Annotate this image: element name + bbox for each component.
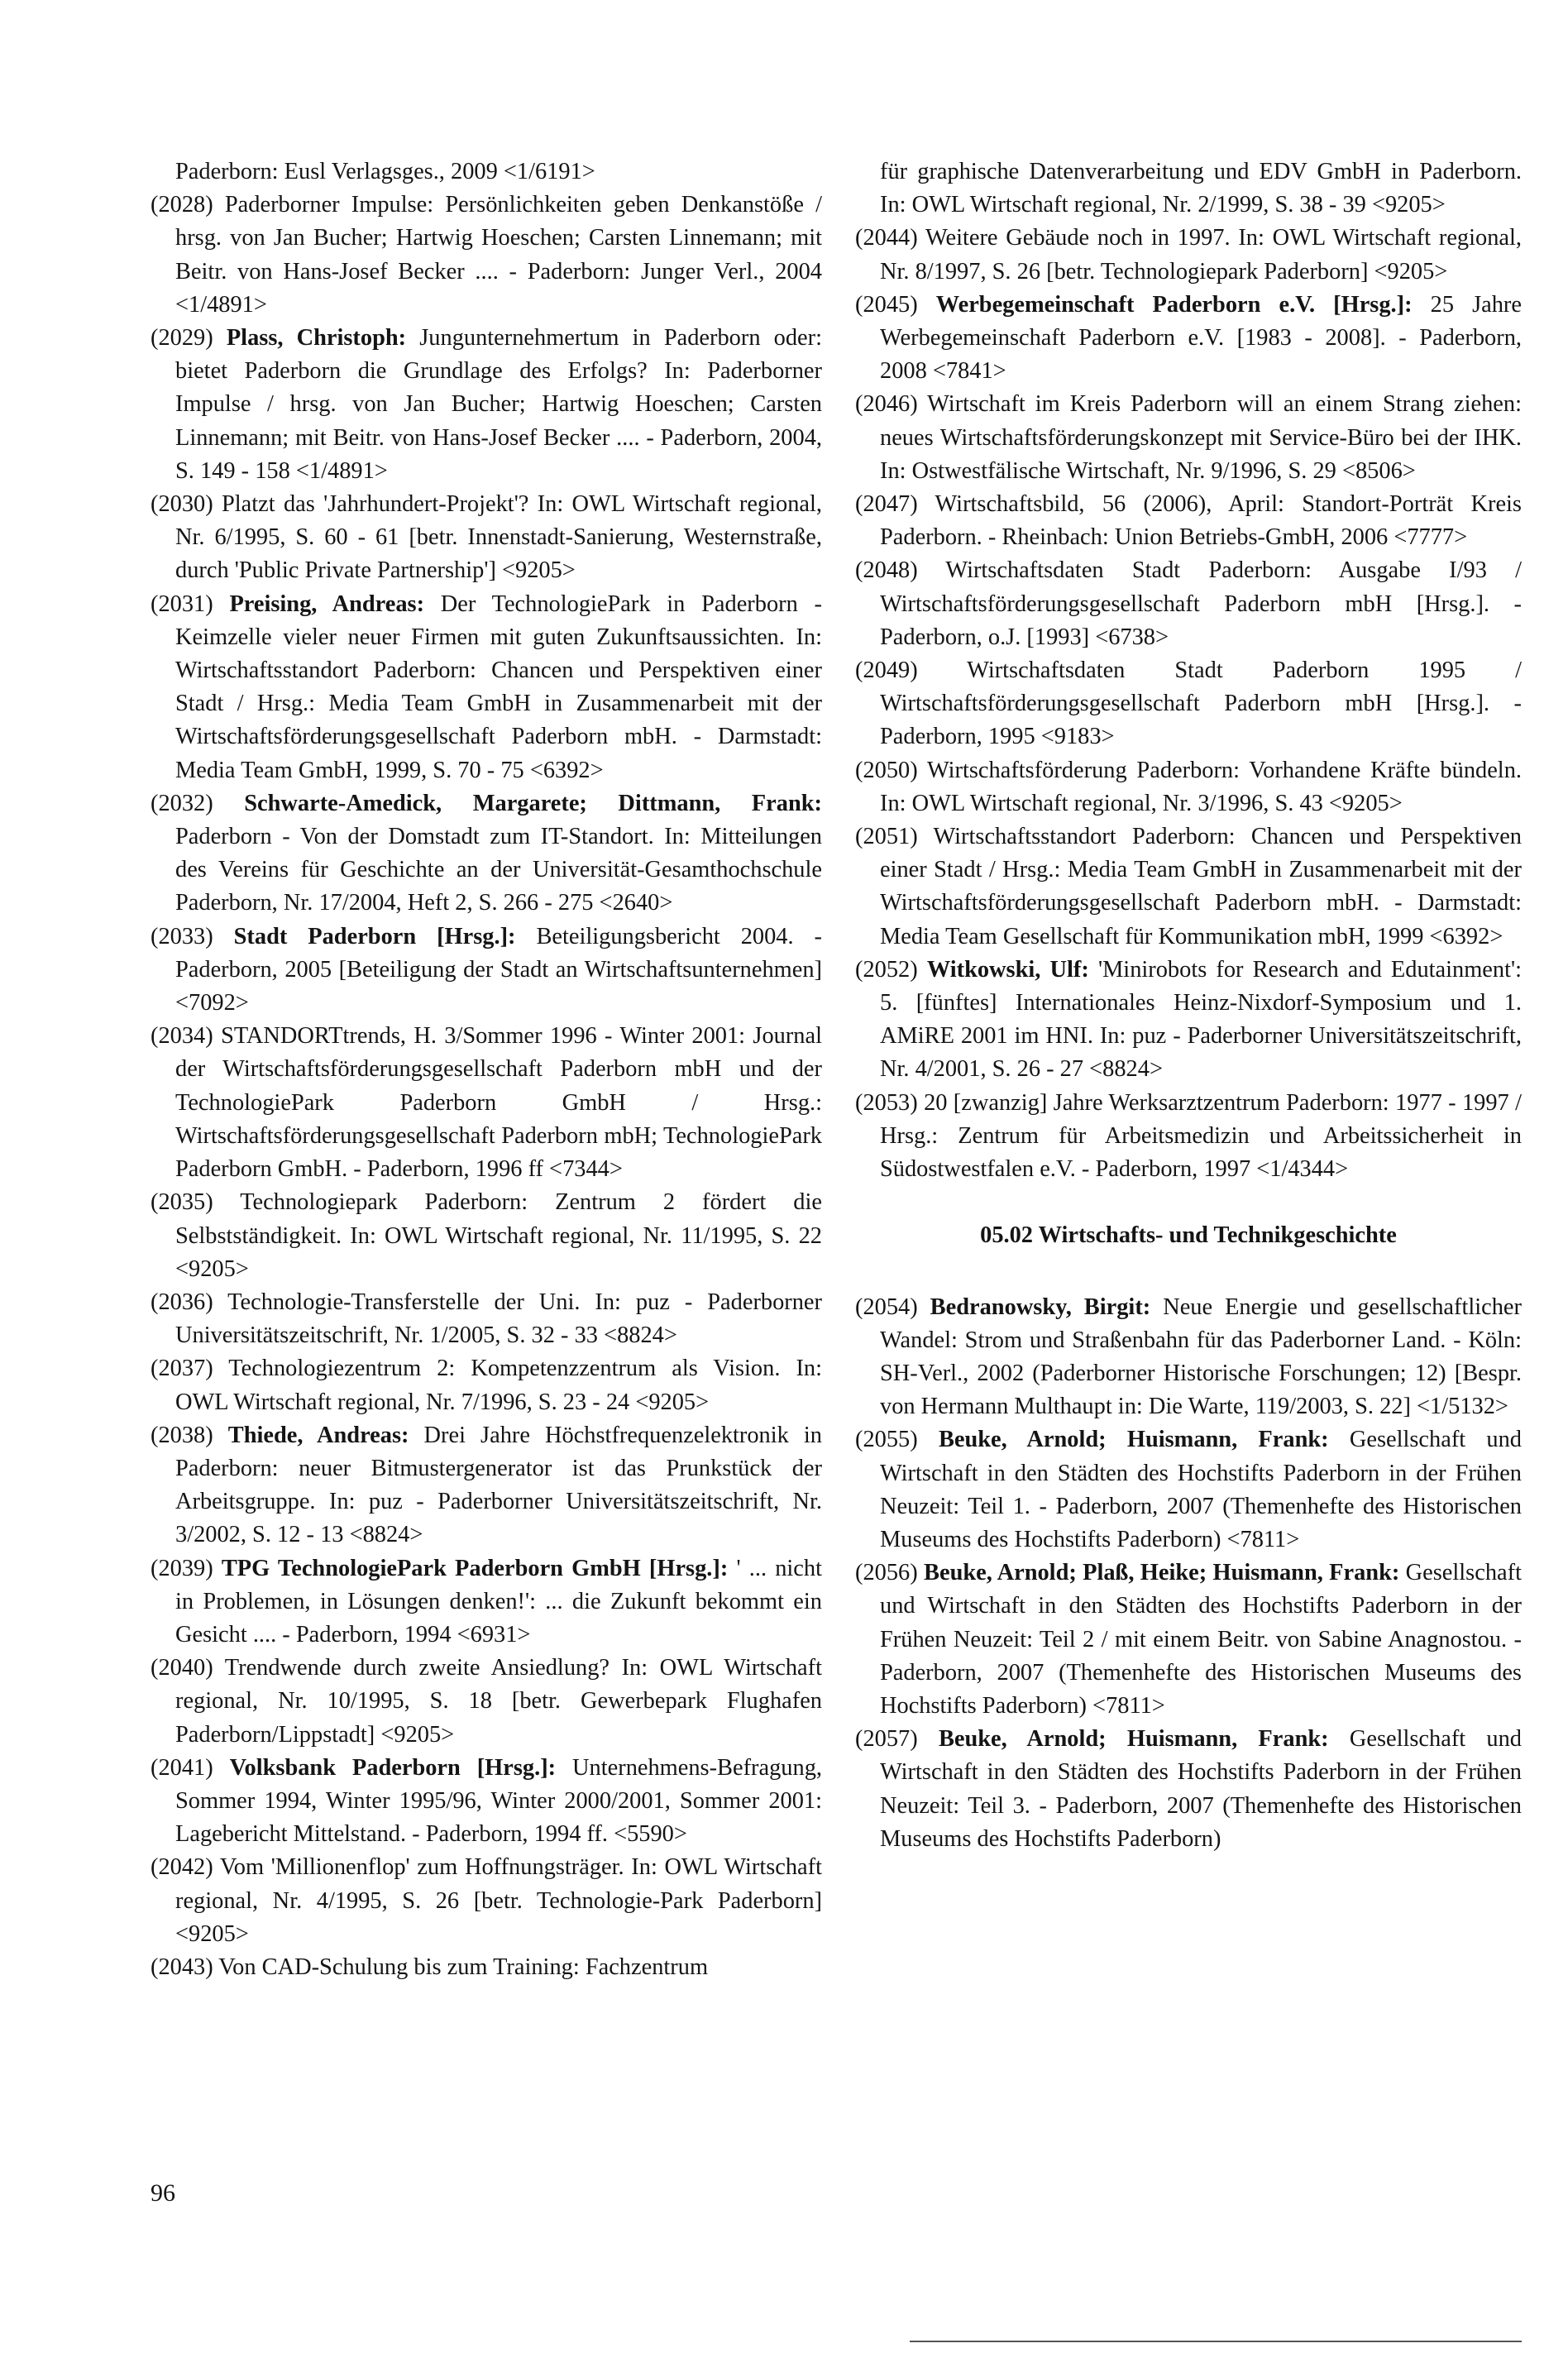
bibliography-entry (855, 654, 1522, 754)
bibliography-entry (855, 1423, 1522, 1557)
bibliography-entry (855, 1087, 1522, 1187)
entry-number: (2043) (151, 1954, 213, 1980)
entry-text: Paderborner Impulse: Persönlichkeiten geben Denkanstöße / hrsg. von Jan Bucher; Hartwig Hoeschen; Carsten Linnemann; mit Beitr. von Hans-Josef Becker .... - Paderborn: Junger Verl., 2004 <1/4891> (175, 192, 822, 318)
entry-number: (2039) (151, 1555, 213, 1581)
bibliography-entry (855, 1557, 1522, 1723)
bibliography-entry (151, 1419, 822, 1552)
entry-text: Technologie-Transferstelle der Uni. In: puz - Paderborner Universitätszeitschrift, Nr. 1/2005, S. 32 - 33 <8824> (175, 1289, 822, 1349)
bibliography-entry (855, 488, 1522, 554)
bibliography-entry (855, 754, 1522, 820)
entry-number: (2028) (151, 192, 213, 218)
entry-number: (2047) (855, 491, 918, 518)
entry-author: Werbegemeinschaft Paderborn e.V. [Hrsg.]: (935, 291, 1413, 318)
section-heading: 05.02 Wirtschafts- und Technikgeschichte (980, 1222, 1397, 1249)
entry-number: (2054) (855, 1294, 918, 1320)
bibliography-entry (151, 488, 822, 588)
bibliography-entry (151, 1020, 822, 1186)
right-entries (855, 222, 1522, 1186)
right-column (855, 155, 1522, 1856)
entry-author: Preising, Andreas: (229, 591, 425, 617)
entry-text: Gesellschaft und Wirtschaft in den Städten des Hochstifts Paderborn in der Frühen Neuzeit: Teil 2 / mit einem Beitr. von Sabine Anagnostou. - Paderborn, 2007 (Themenhefte des Historischen Museums des Hochstifts Paderborn) <7811> (880, 1560, 1522, 1719)
entry-number: (2044) (855, 225, 918, 251)
bibliography-entry (151, 1352, 822, 1418)
entry-text: ' ... nicht in Problemen, in Lösungen denken!': ... die Zukunft bekommt ein Gesicht .... - Paderborn, 1994 <6931> (175, 1555, 822, 1648)
entry-number: (2053) (855, 1089, 918, 1116)
entry-text: Wirtschaftsbild, 56 (2006), April: Standort-Porträt Kreis Paderborn. - Rheinbach: Union Betriebs-GmbH, 2006 <7777> (880, 491, 1522, 551)
entry-number: (2032) (151, 790, 213, 816)
bibliography-entry (151, 588, 822, 787)
bibliography-entry (151, 1851, 822, 1951)
left-entries (151, 189, 822, 1984)
entry-text: Gesellschaft und Wirtschaft in den Städten des Hochstifts Paderborn in der Frühen Neuzeit: Teil 3. - Paderborn, 2007 (Themenhefte des Historischen Museums des Hochstifts Paderborn) (880, 1726, 1522, 1852)
entry-text: Technologiepark Paderborn: Zentrum 2 fördert die Selbstständigkeit. In: OWL Wirtschaft regional, Nr. 11/1995, S. 22 <9205> (175, 1189, 822, 1282)
entry-author: TPG TechnologiePark Paderborn GmbH [Hrsg.]: (221, 1555, 729, 1581)
bibliography-entry (855, 1723, 1522, 1856)
entry-number: (2034) (151, 1023, 213, 1050)
entry-text: Wirtschaftsdaten Stadt Paderborn: Ausgabe I/93 / Wirtschaftsförderungsgesellschaft Paderborn mbH [Hrsg.]. - Paderborn, o.J. [1993] <6738> (880, 557, 1522, 650)
entry-text: Wirtschaftsstandort Paderborn: Chancen und Perspektiven einer Stadt / Hrsg.: Media Team GmbH in Zusammenarbeit mit der Wirtschaftsförderungsgesellschaft Paderborn mbH. - Darmstadt: Media Team Gesellschaft für Kommunikation mbH, 1999 <6392> (880, 824, 1523, 949)
right-continuation: für graphische Datenverarbeitung und EDV GmbH in Paderborn. In: OWL Wirtschaft regional, Nr. 2/1999, S. 38 - 39 <9205> (880, 159, 1522, 218)
entry-text: 20 [zwanzig] Jahre Werksarztzentrum Paderborn: 1977 - 1997 / Hrsg.: Zentrum für Arbeitsmedizin und Arbeitssicherheit in Südostwestfalen e.V. - Paderborn, 1997 <1/4344> (880, 1089, 1522, 1183)
bibliography-entry (855, 954, 1522, 1087)
entry-number: (2038) (151, 1422, 213, 1448)
bibliography-entry (151, 921, 822, 1021)
entry-number: (2045) (855, 291, 918, 318)
entry-text: STANDORTtrends, H. 3/Sommer 1996 - Winter 2001: Journal der Wirtschaftsförderungsgesellschaft Paderborn mbH und der TechnologiePark Paderborn GmbH / Hrsg.: Wirtschaftsförderungsgesellschaft Paderborn mbH; TechnologiePark Paderborn GmbH. - Paderborn, 1996 ff <7344> (175, 1023, 822, 1183)
bibliography-entry (855, 1291, 1522, 1424)
entry-number: (2042) (151, 1854, 213, 1881)
entry-number: (2046) (855, 391, 918, 418)
entry-number: (2036) (151, 1289, 213, 1315)
bibliography-entry (151, 1186, 822, 1286)
bibliography-entry (151, 322, 822, 488)
entry-author: Bedranowsky, Birgit: (930, 1294, 1151, 1320)
entry-text: Platzt das 'Jahrhundert-Projekt'? In: OWL Wirtschaft regional, Nr. 6/1995, S. 60 - 61 [betr. Innenstadt-Sanierung, Westernstraße, durch 'Public Private Partnership'] <9205> (175, 491, 822, 584)
entry-text: Neue Energie und gesellschaftlicher Wandel: Strom und Straßenbahn für das Paderborner Land. - Köln: SH-Verl., 2002 (Paderborner Historische Forschungen; 12) [Bespr. von Hermann Multhaupt in: Die Warte, 119/2003, S. 22] <1/5132> (880, 1294, 1522, 1420)
entry-text: Jungunternehmertum in Paderborn oder: bietet Paderborn die Grundlage des Erfolgs? In: Paderborner Impulse / hrsg. von Jan Bucher; Hartwig Hoeschen; Carsten Linnemann; mit Beitr. von Hans-Josef Becker .... - Paderborn, 2004, S. 149 - 158 <1/4891> (175, 325, 822, 484)
right-entries-after (855, 1291, 1522, 1856)
bibliography-entry (151, 1652, 822, 1752)
entry-text: Weitere Gebäude noch in 1997. In: OWL Wirtschaft regional, Nr. 8/1997, S. 26 [betr. Technologiepark Paderborn] <9205> (880, 225, 1522, 285)
entry-number: (2049) (855, 658, 918, 684)
entry-text: Wirtschaft im Kreis Paderborn will an einem Strang ziehen: neues Wirtschaftsförderungskonzept mit Service-Büro bei der IHK. In: Ostwestfälische Wirtschaft, Nr. 9/1996, S. 29 <8506> (880, 391, 1522, 484)
page-number: 96 (151, 2179, 175, 2207)
entry-number: (2037) (151, 1356, 213, 1382)
left-continuation: Paderborn: Eusl Verlagsges., 2009 <1/6191> (175, 159, 595, 184)
entry-number: (2050) (855, 757, 918, 783)
entry-author: Schwarte-Amedick, Margarete; Dittmann, Frank: (244, 790, 822, 816)
entry-text: Technologiezentrum 2: Kompetenzzentrum als Vision. In: OWL Wirtschaft regional, Nr. 7/1996, S. 23 - 24 <9205> (175, 1356, 822, 1415)
entry-text: 25 Jahre Werbegemeinschaft Paderborn e.V. [1983 - 2008]. - Paderborn, 2008 <7841> (880, 291, 1522, 385)
entry-number: (2033) (151, 923, 213, 949)
entry-text: Der TechnologiePark in Paderborn - Keimzelle vieler neuer Firmen mit guten Zukunftsaussichten. In: Wirtschaftsstandort Paderborn: Chancen und Perspektiven einer Stadt / Hrsg.: Media Team GmbH in Zusammenarbeit mit der Wirtschaftsförderungsgesellschaft Paderborn mbH. - Darmstadt: Media Team GmbH, 1999, S. 70 - 75 <6392> (175, 591, 822, 783)
entry-author: Volksbank Paderborn [Hrsg.]: (229, 1754, 557, 1781)
bibliography-entry (151, 1951, 822, 1984)
entry-number: (2031) (151, 591, 213, 617)
entry-number: (2051) (855, 824, 918, 850)
entry-text: Wirtschaftsdaten Stadt Paderborn 1995 / Wirtschaftsförderungsgesellschaft Paderborn mbH [Hrsg.]. - Paderborn, 1995 <9183> (880, 658, 1522, 750)
bibliography-entry (855, 289, 1522, 389)
bibliography-entry (151, 787, 822, 921)
left-column (151, 155, 822, 1984)
entry-number: (2041) (151, 1754, 213, 1781)
entry-author: Thiede, Andreas: (227, 1422, 409, 1448)
entry-text: Von CAD-Schulung bis zum Training: Fachzentrum (218, 1954, 709, 1980)
bottom-rule (910, 2341, 1522, 2342)
bibliography-entry (855, 820, 1522, 954)
entry-author: Beuke, Arnold; Huismann, Frank: (938, 1427, 1329, 1453)
bibliography-entry (855, 388, 1522, 488)
entry-text: Drei Jahre Höchstfrequenzelektronik in Paderborn: neuer Bitmustergenerator ist das Prunkstück der Arbeitsgruppe. In: puz - Paderborner Universitätszeitschrift, Nr. 3/2002, S. 12 - 13 <8824> (175, 1422, 822, 1548)
entry-author: Witkowski, Ulf: (926, 956, 1089, 983)
entry-number: (2052) (855, 956, 918, 983)
entry-text: Unternehmens-Befragung, Sommer 1994, Winter 1995/96, Winter 2000/2001, Sommer 2001: Lagebericht Mittelstand. - Paderborn, 1994 ff. <5590> (175, 1754, 822, 1848)
entry-number: (2048) (855, 557, 918, 584)
entry-author: Stadt Paderborn [Hrsg.]: (233, 923, 516, 949)
entry-number: (2035) (151, 1189, 213, 1216)
bibliography-entry (151, 189, 822, 322)
entry-number: (2056) (855, 1560, 918, 1586)
entry-number: (2030) (151, 491, 213, 518)
entry-text: Gesellschaft und Wirtschaft in den Städten des Hochstifts Paderborn in der Frühen Neuzeit: Teil 1. - Paderborn, 2007 (Themenhefte des Historischen Museums des Hochstifts Paderborn) <7811> (880, 1427, 1522, 1552)
entry-text: 'Minirobots for Research and Edutainment': 5. [fünftes] Internationales Heinz-Nixdorf-Symposium und 1. AMiRE 2001 im HNI. In: puz - Paderborner Universitätszeitschrift, Nr. 4/2001, S. 26 - 27 <8824> (880, 956, 1522, 1083)
entry-number: (2029) (151, 325, 213, 352)
bibliography-entry (151, 1286, 822, 1352)
entry-number: (2055) (855, 1427, 918, 1453)
entry-author: Beuke, Arnold; Huismann, Frank: (938, 1726, 1329, 1753)
bibliography-entry (151, 1752, 822, 1852)
entry-text: Wirtschaftsförderung Paderborn: Vorhandene Kräfte bündeln. In: OWL Wirtschaft regional, Nr. 3/1996, S. 43 <9205> (880, 757, 1522, 816)
entry-text: Vom 'Millionenflop' zum Hoffnungsträger. In: OWL Wirtschaft regional, Nr. 4/1995, S. 26 [betr. Technologie-Park Paderborn] <9205> (175, 1854, 823, 1947)
bibliography-entry (151, 1552, 822, 1652)
entry-text: Paderborn - Von der Domstadt zum IT-Standort. In: Mitteilungen des Vereins für Geschichte an der Universität-Gesamthochschule Paderborn, Nr. 17/2004, Heft 2, S. 266 - 275 <2640> (175, 824, 822, 916)
entry-author: Beuke, Arnold; Plaß, Heike; Huismann, Frank: (924, 1560, 1400, 1586)
entry-text: Trendwende durch zweite Ansiedlung? In: OWL Wirtschaft regional, Nr. 10/1995, S. 18 [betr. Gewerbepark Flughafen Paderborn/Lippstadt] <9205> (175, 1655, 822, 1748)
bibliography-entry (855, 222, 1522, 288)
entry-number: (2057) (855, 1726, 918, 1753)
entry-number: (2040) (151, 1655, 213, 1681)
entry-text: Beteiligungsbericht 2004. - Paderborn, 2005 [Beteiligung der Stadt an Wirtschaftsunternehmen] <7092> (175, 923, 822, 1016)
entry-author: Plass, Christoph: (226, 325, 407, 352)
bibliography-entry (855, 554, 1522, 654)
